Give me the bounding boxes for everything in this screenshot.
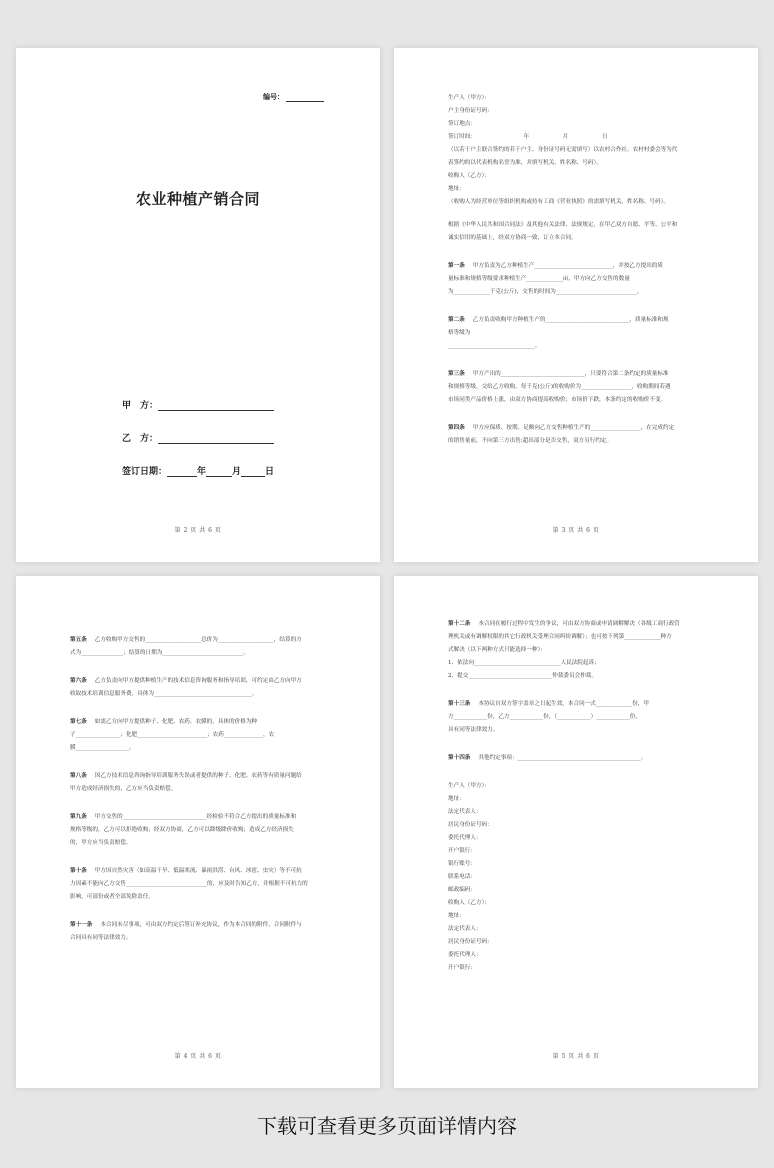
info-line: 地址：: [448, 186, 465, 192]
article-9: [70, 811, 336, 850]
article-label: 第七条: [70, 719, 87, 725]
article-label: 第一条: [448, 263, 465, 269]
article-10: [70, 865, 336, 904]
signature-line: 开户银行：: [448, 848, 476, 854]
article-text: 理机关或有调解权限的其它行政机关受理合同纠纷调解）；也可按下列第_____________种方: [448, 634, 672, 640]
signature-line: 居民身份证号码：: [448, 939, 493, 945]
article-text: 收取技术培训信息服务费，具体为___________________________________。: [70, 691, 258, 697]
info-line: 表签约的以代表机构名誉为准，并填写机关、姓名称、号码）。: [448, 160, 602, 166]
contract-number-blank: [286, 94, 324, 102]
article-text: 乙方负责向甲方提供种植生产的技术信息咨询服务和指导培训，可约定由乙方向甲方: [94, 678, 302, 684]
sign-date-label: 签订日期：: [122, 467, 168, 477]
signature-line: 开户银行：: [448, 965, 476, 971]
party-a-blank: [158, 401, 274, 411]
signature-line: 法定代表人：: [448, 809, 482, 815]
year-blank: [167, 467, 197, 477]
signature-line: 联系电话：: [448, 874, 476, 880]
article-text: 1、依法向_______________________________人民法院起诉；: [448, 660, 600, 666]
article-4: [448, 422, 714, 448]
article-text: 乙方负责收购甲方种植生产的______________________________，质量标准和规: [472, 317, 669, 323]
signature-line: 生产人（甲方）：: [448, 783, 490, 789]
signature-line: 地址：: [448, 913, 465, 919]
article-label: 第十条: [70, 868, 87, 874]
signature-line: 法定代表人：: [448, 926, 482, 932]
article-label: 第九条: [70, 814, 87, 820]
article-label: 第三条: [448, 371, 465, 377]
info-line: 户主身份证号码：: [448, 108, 493, 114]
info-line: （以若干户主联合签约的若干户主、身份证号码无需填写）以农村合作社、农村村委会等为代: [448, 147, 678, 153]
signature-line: 邮政编码：: [448, 887, 476, 893]
contract-number-label: 编号：: [263, 93, 284, 101]
contract-page-5: [394, 576, 758, 1088]
info-line: 收购人（乙方）：: [448, 173, 490, 179]
article-text: 式解决（以下两种方式只能选择一种）：: [448, 647, 546, 653]
info-line: 签订地点：: [448, 121, 476, 127]
signature-line: 地址：: [448, 796, 465, 802]
page-footer: 第 4 页 共 6 页: [174, 1053, 222, 1060]
article-text: 具有同等法律效力。: [448, 727, 499, 733]
party-b-blank: [158, 434, 274, 444]
contract-page-3: [394, 48, 758, 562]
article-text: 甲方交售的______________________________经检验不符合乙方提出的质量标准和: [94, 814, 297, 820]
preamble: [448, 219, 714, 245]
day-blank: [241, 467, 265, 477]
article-text: 的销售量前，不向第三方出售;超出部分是否交售，双方另行约定。: [448, 438, 613, 444]
article-label: 第五条: [70, 637, 87, 643]
article-text: 量标准和规格等级要求种植生产_____________亩，甲方向乙方交售的数量: [448, 276, 630, 282]
article-8: [70, 770, 336, 796]
page-3-body: [448, 92, 714, 463]
article-11: [70, 919, 336, 945]
article-3: [448, 368, 714, 407]
signature-line: 银行账号：: [448, 861, 476, 867]
article-label: 第十一条: [70, 922, 93, 928]
article-label: 第十三条: [448, 701, 471, 707]
article-text: 甲方负责为乙方种植生产____________________________，并按乙方提出的质: [472, 263, 663, 269]
article-text: 本协议自双方签字盖章之日起生效，本合同一式_____________份，甲: [478, 701, 650, 707]
article-text: 式为_______________；结算的日期为_____________________________。: [70, 650, 250, 656]
page-footer: 第 5 页 共 6 页: [552, 1053, 600, 1060]
signature-line: 居民身份证号码：: [448, 822, 493, 828]
article-text: 如需乙方向甲方提供种子、化肥、农药、农膜的，具体的价格为种: [94, 719, 258, 725]
article-13: [448, 698, 714, 737]
article-text: 规格等级的，乙方可以拒绝收购；经双方协商，乙方可以降级降价收购；造成乙方经济损失: [70, 827, 294, 833]
article-12: [448, 618, 714, 683]
party-a-line: [122, 398, 274, 411]
article-text: 2、提交______________________________仲裁委员会仲裁。: [448, 673, 597, 679]
month-blank: [206, 467, 232, 477]
article-text: 甲方应保质、按期、足额向乙方交售种植生产的__________________，在完成约定: [472, 425, 675, 431]
article-2: [448, 314, 714, 353]
article-label: 第六条: [70, 678, 87, 684]
article-label: 第十四条: [448, 755, 471, 761]
contract-title: 农业种植产销合同: [135, 190, 260, 208]
article-text: 为_____________千克(公斤)，交售的时间为_____________________________。: [448, 289, 643, 295]
signature-line: 委托代理人：: [448, 952, 482, 958]
signature-block: [448, 780, 714, 975]
article-text: 格等级为: [448, 330, 471, 336]
article-text: 因乙方技术信息咨询指导培训服务失误或者提供的种子、化肥、农药等有质量问题给: [94, 773, 302, 779]
article-1: [448, 260, 714, 299]
article-text: 和规格等级，交给乙方收购，每千克(公斤)的收购价为__________________，收购期间若遇: [448, 384, 671, 390]
info-line: （收购人为经营单位等组织机构或持有工商《营业执照》的需填写机关、姓名称、号码）。: [448, 199, 669, 205]
year-label: 年: [197, 467, 207, 477]
article-text: 市场同类产品价格上涨，由双方协商提高收购价；市场价下跌，本条约定的收购价不变。: [448, 397, 667, 403]
article-5: [70, 634, 336, 660]
article-14: [448, 752, 714, 765]
article-7: [70, 716, 336, 755]
article-text: 合同具有同等法律效力。: [70, 935, 132, 941]
article-text: 本合同未尽事项，可由双方约定后签订补充协议，作为本合同的附件，合同附件与: [100, 922, 302, 928]
article-text: 甲方因自然灾害（如高温干旱、低温寒流、暴雨洪涝、台风、冰雹、虫灾）等不可抗: [94, 868, 302, 874]
day-label: 日: [265, 467, 275, 477]
page-5-body: [448, 618, 714, 975]
info-line: 签订时间： 年 月 日: [448, 134, 608, 140]
article-label: 第二条: [448, 317, 465, 323]
article-text: 甲方产出的______________________________，只要符合第二条约定的质量标准: [472, 371, 669, 377]
download-caption: 下载可查看更多页面详情内容: [257, 1114, 517, 1138]
contract-page-4: [16, 576, 380, 1088]
article-text: 乙方收购甲方交售的____________________总价为____________________，结算的方: [94, 637, 302, 643]
article-text: 子________________；化肥_________________________；农药______________，农: [70, 732, 275, 738]
contract-number: [263, 92, 324, 102]
article-text: 方____________份，乙方____________份，（____________）____________份，: [448, 714, 641, 720]
info-line: 生产人（甲方）：: [448, 95, 490, 101]
page-footer: 第 2 页 共 6 页: [174, 527, 222, 534]
preamble-line: 根据《中华人民共和国合同法》及其他有关法律、法规规定，在甲乙双方自愿、平等、公平和: [448, 222, 678, 228]
page-4-body: [70, 634, 336, 960]
article-text: 的，甲方应当负责赔偿。: [70, 840, 132, 846]
article-text: 本合同在履行过程中发生的争议，可由双方协商或申请调解解决（各级工商行政管: [478, 621, 680, 627]
article-label: 第四条: [448, 425, 465, 431]
signature-line: 收购人（乙方）：: [448, 900, 490, 906]
page-footer: 第 3 页 共 6 页: [552, 527, 600, 534]
article-label: 第十二条: [448, 621, 471, 627]
month-label: 月: [232, 467, 242, 477]
signature-line: 委托代理人：: [448, 835, 482, 841]
party-b-label: 乙 方：: [122, 434, 159, 444]
party-b-line: [122, 431, 274, 444]
cover-page: [16, 48, 380, 562]
article-text: 其他约定事项：____________________________________________。: [478, 755, 647, 761]
article-6: [70, 675, 336, 701]
article-text: 力因素不能向乙方交售_____________________________的，应及时告知乙方，并根据不可抗力的: [70, 881, 308, 887]
party-a-label: 甲 方：: [122, 401, 159, 411]
sign-date-line: [122, 464, 274, 477]
preamble-line: 诚实信用的基础上，经双方协商一致，订立本合同。: [448, 235, 577, 241]
article-label: 第八条: [70, 773, 87, 779]
article-text: 甲方造成经济损失的，乙方应当负责赔偿。: [70, 786, 177, 792]
article-text: 膜___________________。: [70, 745, 135, 751]
article-text: _______________________________。: [448, 343, 541, 349]
article-text: 影响，可部份或者全部免除责任。: [70, 894, 154, 900]
